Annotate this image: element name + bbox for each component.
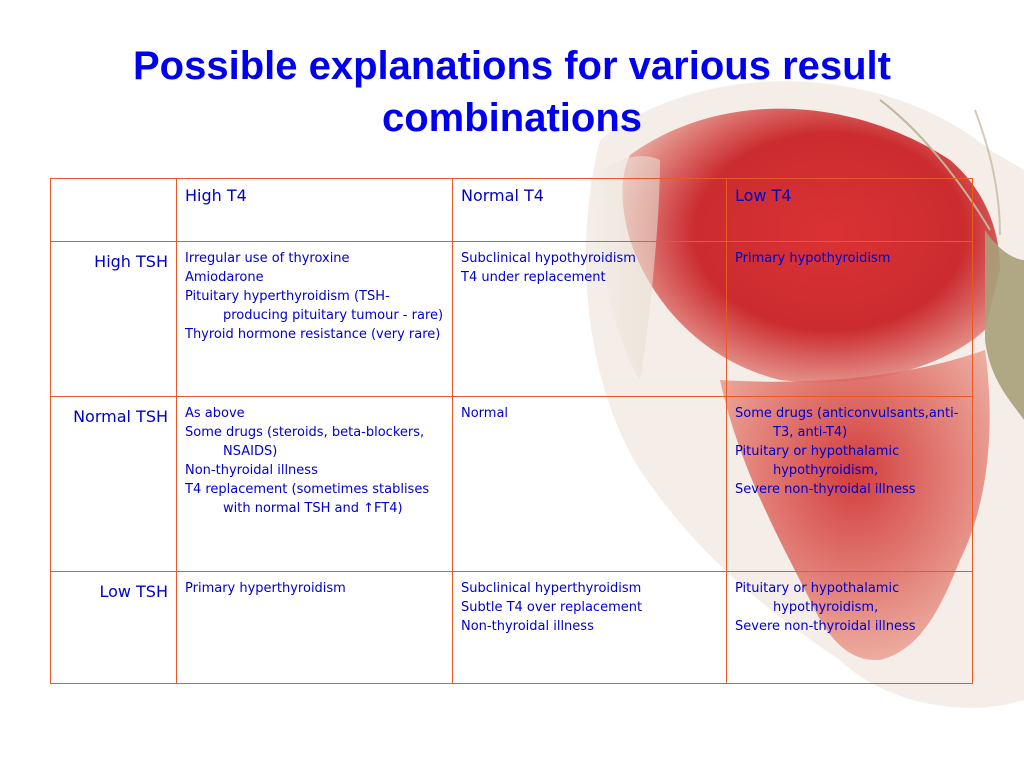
slide-title: Possible explanations for various result combinations [132, 44, 891, 140]
row-header-normal-tsh: Normal TSH [51, 397, 177, 572]
explanation-item: Primary hyperthyroidism [185, 581, 346, 596]
explanation-item: Pituitary or hypothalamic hypothyroidism, [735, 444, 900, 478]
table-row-high-tsh [51, 242, 973, 397]
explanation-item: Severe non-thyroidal illness [735, 482, 916, 497]
explanation-item: Irregular use of thyroxine [185, 251, 350, 266]
row-header-high-tsh: High TSH [51, 242, 177, 397]
cell-low-tsh-normal-t4 [453, 572, 727, 684]
explanation-item: Non-thyroidal illness [461, 619, 594, 634]
explanation-item: Amiodarone [185, 270, 264, 285]
cell-low-tsh-high-t4 [177, 572, 453, 684]
up-arrow-icon: ↑ [363, 501, 374, 516]
explanation-item: Subtle T4 over replacement [461, 600, 643, 615]
explanation-item: Non-thyroidal illness [185, 463, 318, 478]
explanation-item: Some drugs (steroids, beta-blockers, NSAIDS) [185, 425, 425, 459]
explanation-item: Severe non-thyroidal illness [735, 619, 916, 634]
explanation-item: Normal [461, 406, 509, 421]
column-header-high-t4: High T4 [177, 179, 453, 242]
cell-normal-tsh-low-t4 [727, 397, 973, 572]
explanation-item: T4 under replacement [461, 270, 606, 285]
cell-low-tsh-low-t4 [727, 572, 973, 684]
cell-high-tsh-low-t4 [727, 242, 973, 397]
explanation-item: Some drugs (anticonvulsants,anti-T3, anti-T4) [735, 406, 959, 440]
column-header-normal-t4: Normal T4 [453, 179, 727, 242]
explanation-item: Pituitary hyperthyroidism (TSH-producing pituitary tumour - rare) [185, 289, 444, 323]
cell-high-tsh-high-t4 [177, 242, 453, 397]
row-header-low-tsh: Low TSH [51, 572, 177, 684]
explanation-item: Subclinical hyperthyroidism [461, 581, 642, 596]
cell-high-tsh-normal-t4 [453, 242, 727, 397]
results-table [50, 178, 973, 684]
explanation-item-text: T4 replacement (sometimes stablises with normal TSH and [185, 482, 430, 516]
explanation-item: Pituitary or hypothalamic hypothyroidism, [735, 581, 900, 615]
corner-header-cell [51, 179, 177, 242]
explanation-item: As above [185, 406, 245, 421]
explanation-item-text: FT4) [374, 501, 403, 516]
explanation-item [185, 480, 444, 518]
table-row-normal-tsh [51, 397, 973, 572]
column-header-low-t4: Low T4 [727, 179, 973, 242]
table-row-low-tsh [51, 572, 973, 684]
explanation-item: Thyroid hormone resistance (very rare) [185, 327, 441, 342]
cell-normal-tsh-high-t4 [177, 397, 453, 572]
table-header-row [51, 179, 973, 242]
cell-normal-tsh-normal-t4 [453, 397, 727, 572]
explanation-item: Primary hypothyroidism [735, 251, 891, 266]
explanation-item: Subclinical hypothyroidism [461, 251, 636, 266]
